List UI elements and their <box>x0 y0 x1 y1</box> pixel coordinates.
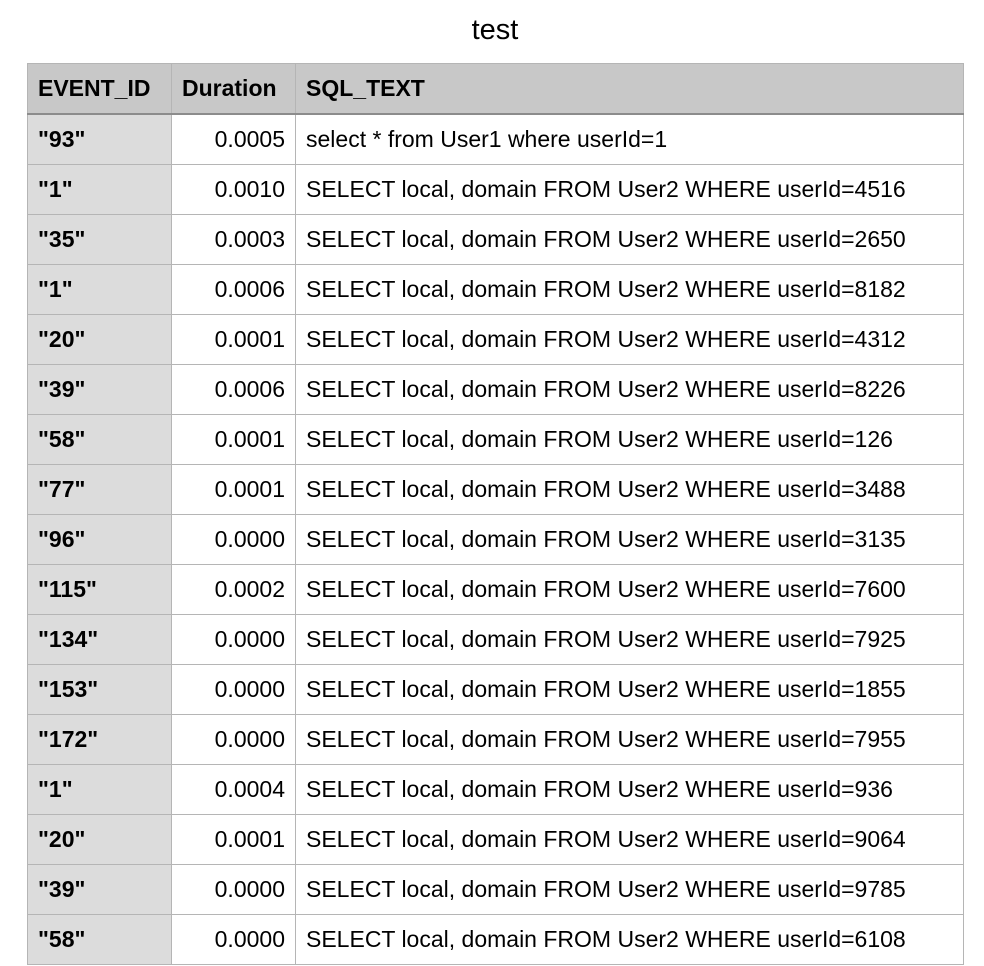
header-row <box>28 64 964 115</box>
event-id-cell: "58" <box>28 915 172 965</box>
sql-text-cell: SELECT local, domain FROM User2 WHERE userId=7925 <box>296 615 964 665</box>
event-id-cell: "58" <box>28 415 172 465</box>
table-row[interactable] <box>28 265 964 315</box>
duration-cell: 0.0010 <box>172 165 296 215</box>
page-title: test <box>471 14 519 46</box>
event-id-cell: "1" <box>28 765 172 815</box>
sql-text-cell: SELECT local, domain FROM User2 WHERE userId=7955 <box>296 715 964 765</box>
duration-cell: 0.0003 <box>172 215 296 265</box>
sql-text-cell: SELECT local, domain FROM User2 WHERE userId=9785 <box>296 865 964 915</box>
duration-cell: 0.0000 <box>172 615 296 665</box>
data-table <box>27 63 964 965</box>
sql-text-cell: SELECT local, domain FROM User2 WHERE userId=4312 <box>296 315 964 365</box>
duration-cell: 0.0005 <box>172 114 296 165</box>
event-id-cell: "1" <box>28 165 172 215</box>
sql-text-cell: SELECT local, domain FROM User2 WHERE userId=6108 <box>296 915 964 965</box>
duration-cell: 0.0000 <box>172 865 296 915</box>
event-id-cell: "20" <box>28 315 172 365</box>
event-id-cell: "96" <box>28 515 172 565</box>
sql-text-cell: select * from User1 where userId=1 <box>296 114 964 165</box>
table-header <box>28 64 964 115</box>
sql-text-cell: SELECT local, domain FROM User2 WHERE userId=8226 <box>296 365 964 415</box>
sql-text-cell: SELECT local, domain FROM User2 WHERE userId=4516 <box>296 165 964 215</box>
sql-text-cell: SELECT local, domain FROM User2 WHERE userId=126 <box>296 415 964 465</box>
duration-cell: 0.0001 <box>172 415 296 465</box>
event-id-cell: "93" <box>28 114 172 165</box>
table-row[interactable] <box>28 665 964 715</box>
table-row[interactable] <box>28 365 964 415</box>
event-id-cell: "39" <box>28 365 172 415</box>
table-row[interactable] <box>28 415 964 465</box>
event-id-cell: "35" <box>28 215 172 265</box>
column-header-sql-text[interactable]: SQL_TEXT <box>296 64 964 115</box>
duration-cell: 0.0000 <box>172 665 296 715</box>
duration-cell: 0.0001 <box>172 815 296 865</box>
sql-text-cell: SELECT local, domain FROM User2 WHERE userId=1855 <box>296 665 964 715</box>
duration-cell: 0.0006 <box>172 365 296 415</box>
sql-text-cell: SELECT local, domain FROM User2 WHERE userId=3488 <box>296 465 964 515</box>
event-id-cell: "172" <box>28 715 172 765</box>
duration-cell: 0.0001 <box>172 315 296 365</box>
event-id-cell: "1" <box>28 265 172 315</box>
column-header-event-id[interactable]: EVENT_ID <box>28 64 172 115</box>
table-row[interactable] <box>28 315 964 365</box>
table-row[interactable] <box>28 165 964 215</box>
table-row[interactable] <box>28 114 964 165</box>
sql-text-cell: SELECT local, domain FROM User2 WHERE userId=8182 <box>296 265 964 315</box>
event-id-cell: "77" <box>28 465 172 515</box>
sql-text-cell: SELECT local, domain FROM User2 WHERE userId=2650 <box>296 215 964 265</box>
duration-cell: 0.0000 <box>172 515 296 565</box>
table-row[interactable] <box>28 215 964 265</box>
table-body <box>28 114 964 965</box>
event-id-cell: "134" <box>28 615 172 665</box>
table-row[interactable] <box>28 515 964 565</box>
duration-cell: 0.0000 <box>172 715 296 765</box>
sql-text-cell: SELECT local, domain FROM User2 WHERE userId=7600 <box>296 565 964 615</box>
duration-cell: 0.0006 <box>172 265 296 315</box>
duration-cell: 0.0004 <box>172 765 296 815</box>
table-row[interactable] <box>28 915 964 965</box>
duration-cell: 0.0001 <box>172 465 296 515</box>
table-row[interactable] <box>28 465 964 515</box>
table-row[interactable] <box>28 865 964 915</box>
event-id-cell: "115" <box>28 565 172 615</box>
sql-text-cell: SELECT local, domain FROM User2 WHERE userId=936 <box>296 765 964 815</box>
sql-text-cell: SELECT local, domain FROM User2 WHERE userId=9064 <box>296 815 964 865</box>
event-id-cell: "39" <box>28 865 172 915</box>
table-row[interactable] <box>28 815 964 865</box>
sql-text-cell: SELECT local, domain FROM User2 WHERE userId=3135 <box>296 515 964 565</box>
table-row[interactable] <box>28 765 964 815</box>
table-row[interactable] <box>28 565 964 615</box>
event-id-cell: "153" <box>28 665 172 715</box>
event-id-cell: "20" <box>28 815 172 865</box>
column-header-duration[interactable]: Duration <box>172 64 296 115</box>
duration-cell: 0.0000 <box>172 915 296 965</box>
duration-cell: 0.0002 <box>172 565 296 615</box>
table-row[interactable] <box>28 715 964 765</box>
table-row[interactable] <box>28 615 964 665</box>
